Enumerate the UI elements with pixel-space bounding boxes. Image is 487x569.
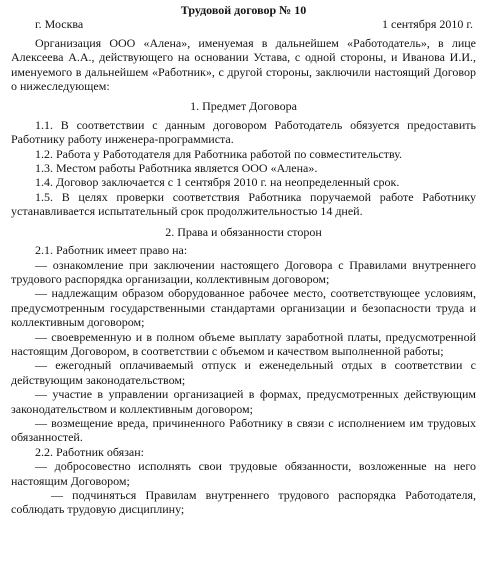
- clause-1-4: 1.4. Договор заключается с 1 сентября 2010 г. на неопределенный срок.: [35, 175, 400, 190]
- clause-1-2: 1.2. Работа у Работодателя для Работника работой по совместительству.: [35, 146, 403, 161]
- duty-item: — подчиняться Правилам внутреннего трудового распорядка Работодателя, соблюдать трудовую дисциплину;: [11, 488, 476, 517]
- right-item: — ежегодный оплачиваемый отпуск и еженедельный отдых в соответствии с действующим законодательством;: [11, 358, 476, 387]
- contract-date: 1 сентября 2010 г.: [381, 17, 473, 32]
- contract-city: г. Москва: [35, 17, 84, 32]
- right-item: — участие в управлении организацией в формах, предусмотренных действующим законодательством и коллективным договором;: [11, 387, 476, 416]
- section-heading-rights: 2. Права и обязанности сторон: [165, 224, 322, 239]
- right-item: — надлежащим образом оборудованное рабочее место, соответствующее условиям, предусмотренным государственными стандартами организации и безопасности труда и коллективным договором;: [11, 286, 476, 330]
- right-item: — своевременную и в полном объеме выплату заработной платы, предусмотренной настоящим Договором, в соответствии с объемом и качеством выполненной работы;: [11, 329, 476, 358]
- clause-1-3: 1.3. Местом работы Работника является ООО «Алена».: [35, 161, 318, 176]
- place-date-line: [11, 17, 476, 31]
- right-item: — ознакомление при заключении настоящего Договора с Правилами внутреннего трудового распорядка организации, коллективным договором;: [11, 257, 476, 286]
- contract-title: Трудовой договор № 10: [180, 3, 307, 17]
- duty-item: — добросовестно исполнять свои трудовые обязанности, возложенные на него настоящим Договором;: [11, 459, 476, 488]
- clause-2-2: 2.2. Работник обязан:: [35, 444, 145, 459]
- section-heading-subject: 1. Предмет Договора: [190, 99, 297, 114]
- clause-1-1: 1.1. В соответствии с данным договором Работодатель обязуется предоставить Работнику работу инженера-программиста.: [11, 117, 476, 147]
- clause-1-5: 1.5. В целях проверки соответствия Работника поручаемой работе Работнику устанавливается испытательный срок продолжительностью 14 дней.: [11, 189, 476, 219]
- clause-2-1: 2.1. Работник имеет право на:: [35, 243, 188, 258]
- intro-paragraph: Организация ООО «Алена», именуемая в дальнейшем «Работодатель», в лице Алексеева А.А., действующего на основании Устава, с одной стороны, и Иванова И.И., именуемого в дальнейшем «Работник», с другой стороны, заключили настоящий Договор о нижеследующем:: [11, 35, 476, 94]
- right-item: — возмещение вреда, причиненного Работнику в связи с исполнением им трудовых обязанностей.: [11, 415, 476, 445]
